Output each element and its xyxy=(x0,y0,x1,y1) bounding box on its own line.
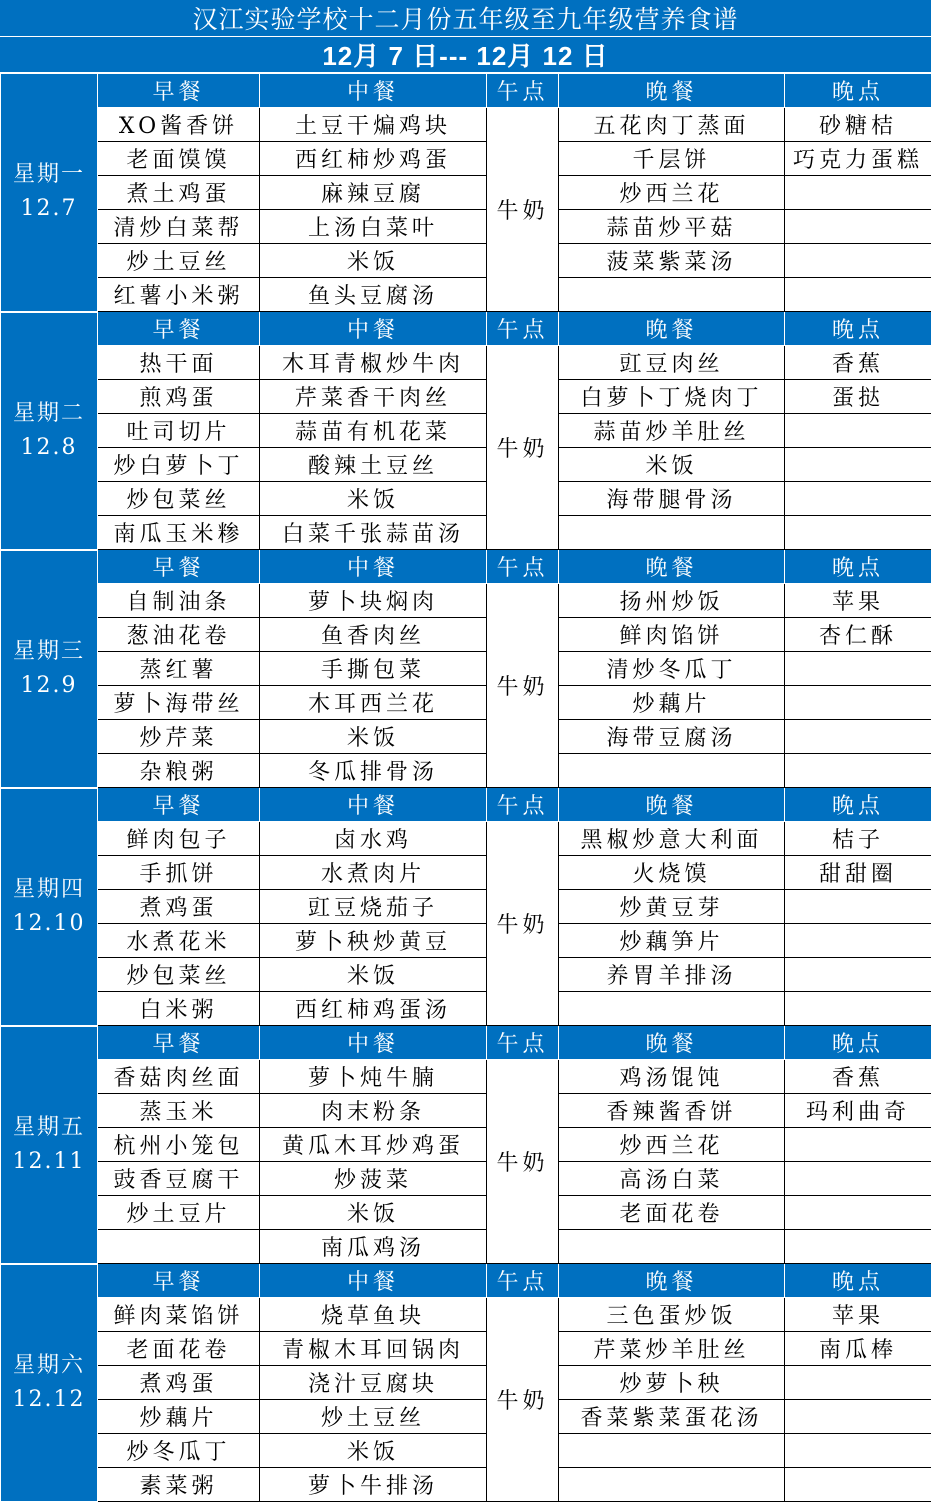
date-range: 12月 7 日--- 12月 12 日 xyxy=(0,37,931,73)
lunch-cell: 豇豆烧茄子 xyxy=(260,890,487,924)
menu-row xyxy=(1,244,931,278)
breakfast-cell: 老面馍馍 xyxy=(98,142,260,176)
breakfast-cell: 炒白萝卜丁 xyxy=(98,448,260,482)
lunch-cell: 浇汁豆腐块 xyxy=(260,1366,487,1400)
menu-row xyxy=(1,924,931,958)
column-header: 午点 xyxy=(487,788,559,822)
day-header-row xyxy=(1,788,931,822)
day-header-row xyxy=(1,1264,931,1298)
late-snack-cell xyxy=(785,278,931,312)
day-label xyxy=(1,1264,98,1502)
column-header: 晚点 xyxy=(785,1264,931,1298)
lunch-cell: 米饭 xyxy=(260,1434,487,1468)
breakfast-cell: 炒冬瓜丁 xyxy=(98,1434,260,1468)
late-snack-cell: 甜甜圈 xyxy=(785,856,931,890)
menu-row xyxy=(1,686,931,720)
late-snack-cell xyxy=(785,1128,931,1162)
dinner-cell: 千层饼 xyxy=(559,142,785,176)
lunch-cell: 萝卜炖牛腩 xyxy=(260,1060,487,1094)
page-title: 汉江实验学校十二月份五年级至九年级营养食谱 xyxy=(0,0,931,37)
dinner-cell: 豇豆肉丝 xyxy=(559,346,785,380)
late-snack-cell xyxy=(785,1366,931,1400)
late-snack-cell xyxy=(785,210,931,244)
column-header: 早餐 xyxy=(98,312,260,346)
dinner-cell: 养胃羊排汤 xyxy=(559,958,785,992)
late-snack-cell xyxy=(785,1468,931,1502)
column-header: 早餐 xyxy=(98,550,260,584)
column-header: 早餐 xyxy=(98,1026,260,1060)
breakfast-cell: 煮鸡蛋 xyxy=(98,1366,260,1400)
day-date: 12.8 xyxy=(1,431,97,465)
lunch-cell: 米饭 xyxy=(260,720,487,754)
column-header: 晚餐 xyxy=(559,74,785,108)
afternoon-snack-cell: 牛奶 xyxy=(487,1060,559,1264)
lunch-cell: 米饭 xyxy=(260,958,487,992)
dinner-cell: 清炒冬瓜丁 xyxy=(559,652,785,686)
dinner-cell: 炒西兰花 xyxy=(559,176,785,210)
late-snack-cell xyxy=(785,720,931,754)
dinner-cell: 芹菜炒羊肚丝 xyxy=(559,1332,785,1366)
menu-row xyxy=(1,108,931,142)
breakfast-cell: 萝卜海带丝 xyxy=(98,686,260,720)
day-label xyxy=(1,788,98,1026)
late-snack-cell: 桔子 xyxy=(785,822,931,856)
column-header: 午点 xyxy=(487,550,559,584)
dinner-cell: 鲜肉馅饼 xyxy=(559,618,785,652)
menu-row xyxy=(1,1128,931,1162)
breakfast-cell: 水煮花米 xyxy=(98,924,260,958)
column-header: 午点 xyxy=(487,74,559,108)
menu-row xyxy=(1,448,931,482)
breakfast-cell: 炒包菜丝 xyxy=(98,482,260,516)
late-snack-cell xyxy=(785,1230,931,1264)
dinner-cell xyxy=(559,992,785,1026)
column-header: 早餐 xyxy=(98,74,260,108)
day-label xyxy=(1,550,98,788)
menu-row xyxy=(1,754,931,788)
day-label xyxy=(1,312,98,550)
weekday: 星期四 xyxy=(1,873,97,907)
late-snack-cell: 香蕉 xyxy=(785,1060,931,1094)
dinner-cell: 海带豆腐汤 xyxy=(559,720,785,754)
late-snack-cell: 南瓜棒 xyxy=(785,1332,931,1366)
breakfast-cell: 杂粮粥 xyxy=(98,754,260,788)
lunch-cell: 米饭 xyxy=(260,1196,487,1230)
column-header: 午点 xyxy=(487,312,559,346)
breakfast-cell: 南瓜玉米糁 xyxy=(98,516,260,550)
late-snack-cell: 砂糖桔 xyxy=(785,108,931,142)
afternoon-snack-cell: 牛奶 xyxy=(487,822,559,1026)
menu-row xyxy=(1,482,931,516)
dinner-cell: 炒黄豆芽 xyxy=(559,890,785,924)
late-snack-cell xyxy=(785,686,931,720)
day-date: 12.7 xyxy=(1,192,97,226)
menu-row xyxy=(1,210,931,244)
afternoon-snack-cell: 牛奶 xyxy=(487,584,559,788)
column-header: 晚点 xyxy=(785,788,931,822)
menu-row xyxy=(1,992,931,1026)
lunch-cell: 肉末粉条 xyxy=(260,1094,487,1128)
weekday: 星期六 xyxy=(1,1349,97,1383)
lunch-cell: 卤水鸡 xyxy=(260,822,487,856)
dinner-cell xyxy=(559,516,785,550)
breakfast-cell: 蒸玉米 xyxy=(98,1094,260,1128)
day-header-row xyxy=(1,312,931,346)
column-header: 晚点 xyxy=(785,74,931,108)
lunch-cell: 黄瓜木耳炒鸡蛋 xyxy=(260,1128,487,1162)
late-snack-cell xyxy=(785,1162,931,1196)
column-header: 早餐 xyxy=(98,1264,260,1298)
breakfast-cell: 豉香豆腐干 xyxy=(98,1162,260,1196)
afternoon-snack-cell: 牛奶 xyxy=(487,108,559,312)
lunch-cell: 米饭 xyxy=(260,482,487,516)
breakfast-cell: 炒土豆丝 xyxy=(98,244,260,278)
column-header: 晚点 xyxy=(785,312,931,346)
column-header: 午点 xyxy=(487,1026,559,1060)
dinner-cell: 蒜苗炒平菇 xyxy=(559,210,785,244)
late-snack-cell xyxy=(785,924,931,958)
day-label xyxy=(1,1026,98,1264)
menu-table xyxy=(0,73,931,1503)
breakfast-cell xyxy=(98,1230,260,1264)
late-snack-cell: 香蕉 xyxy=(785,346,931,380)
breakfast-cell: 炒土豆片 xyxy=(98,1196,260,1230)
lunch-cell: 西红柿鸡蛋汤 xyxy=(260,992,487,1026)
menu-row xyxy=(1,1060,931,1094)
day-date: 12.9 xyxy=(1,669,97,703)
dinner-cell: 炒西兰花 xyxy=(559,1128,785,1162)
lunch-cell: 芹菜香干肉丝 xyxy=(260,380,487,414)
day-label xyxy=(1,74,98,312)
lunch-cell: 木耳西兰花 xyxy=(260,686,487,720)
weekday: 星期二 xyxy=(1,397,97,431)
lunch-cell: 木耳青椒炒牛肉 xyxy=(260,346,487,380)
weekday: 星期一 xyxy=(1,158,97,192)
menu-row xyxy=(1,414,931,448)
menu-row xyxy=(1,958,931,992)
late-snack-cell xyxy=(785,176,931,210)
dinner-cell xyxy=(559,754,785,788)
dinner-cell xyxy=(559,1230,785,1264)
breakfast-cell: 红薯小米粥 xyxy=(98,278,260,312)
column-header: 午点 xyxy=(487,1264,559,1298)
lunch-cell: 鱼头豆腐汤 xyxy=(260,278,487,312)
late-snack-cell xyxy=(785,958,931,992)
lunch-cell: 冬瓜排骨汤 xyxy=(260,754,487,788)
late-snack-cell xyxy=(785,414,931,448)
menu-row xyxy=(1,1366,931,1400)
day-header-row xyxy=(1,550,931,584)
afternoon-snack-cell: 牛奶 xyxy=(487,1298,559,1502)
column-header: 晚餐 xyxy=(559,312,785,346)
late-snack-cell xyxy=(785,516,931,550)
lunch-cell: 萝卜牛排汤 xyxy=(260,1468,487,1502)
late-snack-cell xyxy=(785,482,931,516)
breakfast-cell: XO酱香饼 xyxy=(98,108,260,142)
breakfast-cell: 煎鸡蛋 xyxy=(98,380,260,414)
lunch-cell: 麻辣豆腐 xyxy=(260,176,487,210)
late-snack-cell xyxy=(785,992,931,1026)
dinner-cell xyxy=(559,278,785,312)
column-header: 晚点 xyxy=(785,1026,931,1060)
breakfast-cell: 自制油条 xyxy=(98,584,260,618)
late-snack-cell xyxy=(785,1400,931,1434)
lunch-cell: 酸辣土豆丝 xyxy=(260,448,487,482)
weekday: 星期五 xyxy=(1,1111,97,1145)
dinner-cell: 老面花卷 xyxy=(559,1196,785,1230)
late-snack-cell: 蛋挞 xyxy=(785,380,931,414)
lunch-cell: 白菜千张蒜苗汤 xyxy=(260,516,487,550)
menu-row xyxy=(1,380,931,414)
column-header: 晚餐 xyxy=(559,550,785,584)
lunch-cell: 手撕包菜 xyxy=(260,652,487,686)
dinner-cell xyxy=(559,1434,785,1468)
breakfast-cell: 蒸红薯 xyxy=(98,652,260,686)
late-snack-cell: 苹果 xyxy=(785,1298,931,1332)
breakfast-cell: 葱油花卷 xyxy=(98,618,260,652)
late-snack-cell xyxy=(785,1196,931,1230)
day-date: 12.11 xyxy=(1,1145,97,1179)
column-header: 早餐 xyxy=(98,788,260,822)
menu-row xyxy=(1,1094,931,1128)
lunch-cell: 米饭 xyxy=(260,244,487,278)
dinner-cell: 高汤白菜 xyxy=(559,1162,785,1196)
breakfast-cell: 炒芹菜 xyxy=(98,720,260,754)
afternoon-snack-cell: 牛奶 xyxy=(487,346,559,550)
late-snack-cell xyxy=(785,244,931,278)
late-snack-cell: 杏仁酥 xyxy=(785,618,931,652)
dinner-cell: 五花肉丁蒸面 xyxy=(559,108,785,142)
breakfast-cell: 热干面 xyxy=(98,346,260,380)
menu-row xyxy=(1,652,931,686)
lunch-cell: 土豆干煸鸡块 xyxy=(260,108,487,142)
dinner-cell: 炒藕笋片 xyxy=(559,924,785,958)
lunch-cell: 青椒木耳回锅肉 xyxy=(260,1332,487,1366)
breakfast-cell: 鲜肉菜馅饼 xyxy=(98,1298,260,1332)
breakfast-cell: 煮鸡蛋 xyxy=(98,890,260,924)
lunch-cell: 炒菠菜 xyxy=(260,1162,487,1196)
breakfast-cell: 白米粥 xyxy=(98,992,260,1026)
late-snack-cell: 玛利曲奇 xyxy=(785,1094,931,1128)
dinner-cell: 米饭 xyxy=(559,448,785,482)
column-header: 中餐 xyxy=(260,1026,487,1060)
breakfast-cell: 煮土鸡蛋 xyxy=(98,176,260,210)
day-date: 12.10 xyxy=(1,907,97,941)
menu-row xyxy=(1,618,931,652)
column-header: 晚餐 xyxy=(559,788,785,822)
day-header-row xyxy=(1,1026,931,1060)
column-header: 中餐 xyxy=(260,788,487,822)
menu-row xyxy=(1,720,931,754)
dinner-cell: 扬州炒饭 xyxy=(559,584,785,618)
column-header: 晚餐 xyxy=(559,1026,785,1060)
dinner-cell xyxy=(559,1468,785,1502)
late-snack-cell xyxy=(785,448,931,482)
column-header: 中餐 xyxy=(260,1264,487,1298)
lunch-cell: 蒜苗有机花菜 xyxy=(260,414,487,448)
lunch-cell: 鱼香肉丝 xyxy=(260,618,487,652)
column-header: 晚点 xyxy=(785,550,931,584)
breakfast-cell: 手抓饼 xyxy=(98,856,260,890)
late-snack-cell xyxy=(785,1434,931,1468)
breakfast-cell: 鲜肉包子 xyxy=(98,822,260,856)
day-date: 12.12 xyxy=(1,1383,97,1417)
lunch-cell: 炒土豆丝 xyxy=(260,1400,487,1434)
menu-row xyxy=(1,278,931,312)
column-header: 中餐 xyxy=(260,550,487,584)
dinner-cell: 鸡汤馄饨 xyxy=(559,1060,785,1094)
dinner-cell: 火烧馍 xyxy=(559,856,785,890)
lunch-cell: 水煮肉片 xyxy=(260,856,487,890)
menu-row xyxy=(1,584,931,618)
dinner-cell: 香辣酱香饼 xyxy=(559,1094,785,1128)
breakfast-cell: 吐司切片 xyxy=(98,414,260,448)
dinner-cell: 香菜紫菜蛋花汤 xyxy=(559,1400,785,1434)
breakfast-cell: 炒包菜丝 xyxy=(98,958,260,992)
menu-row xyxy=(1,516,931,550)
dinner-cell: 蒜苗炒羊肚丝 xyxy=(559,414,785,448)
menu-row xyxy=(1,1332,931,1366)
menu-row xyxy=(1,856,931,890)
lunch-cell: 西红柿炒鸡蛋 xyxy=(260,142,487,176)
menu-row xyxy=(1,1230,931,1264)
breakfast-cell: 素菜粥 xyxy=(98,1468,260,1502)
column-header: 中餐 xyxy=(260,312,487,346)
late-snack-cell: 苹果 xyxy=(785,584,931,618)
menu-row xyxy=(1,346,931,380)
late-snack-cell xyxy=(785,890,931,924)
late-snack-cell: 巧克力蛋糕 xyxy=(785,142,931,176)
day-header-row xyxy=(1,74,931,108)
dinner-cell: 三色蛋炒饭 xyxy=(559,1298,785,1332)
dinner-cell: 炒萝卜秧 xyxy=(559,1366,785,1400)
lunch-cell: 烧草鱼块 xyxy=(260,1298,487,1332)
menu-row xyxy=(1,142,931,176)
menu-row xyxy=(1,1468,931,1502)
dinner-cell: 海带腿骨汤 xyxy=(559,482,785,516)
lunch-cell: 萝卜块焖肉 xyxy=(260,584,487,618)
column-header: 晚餐 xyxy=(559,1264,785,1298)
lunch-cell: 萝卜秧炒黄豆 xyxy=(260,924,487,958)
late-snack-cell xyxy=(785,652,931,686)
late-snack-cell xyxy=(785,754,931,788)
column-header: 中餐 xyxy=(260,74,487,108)
dinner-cell: 白萝卜丁烧肉丁 xyxy=(559,380,785,414)
menu-row xyxy=(1,1196,931,1230)
menu-row xyxy=(1,1400,931,1434)
breakfast-cell: 清炒白菜帮 xyxy=(98,210,260,244)
dinner-cell: 菠菜紫菜汤 xyxy=(559,244,785,278)
menu-row xyxy=(1,890,931,924)
dinner-cell: 黑椒炒意大利面 xyxy=(559,822,785,856)
weekday: 星期三 xyxy=(1,635,97,669)
breakfast-cell: 老面花卷 xyxy=(98,1332,260,1366)
breakfast-cell: 杭州小笼包 xyxy=(98,1128,260,1162)
menu-row xyxy=(1,176,931,210)
lunch-cell: 南瓜鸡汤 xyxy=(260,1230,487,1264)
breakfast-cell: 炒藕片 xyxy=(98,1400,260,1434)
menu-row xyxy=(1,1298,931,1332)
breakfast-cell: 香菇肉丝面 xyxy=(98,1060,260,1094)
menu-row xyxy=(1,1162,931,1196)
menu-row xyxy=(1,1434,931,1468)
dinner-cell: 炒藕片 xyxy=(559,686,785,720)
lunch-cell: 上汤白菜叶 xyxy=(260,210,487,244)
menu-row xyxy=(1,822,931,856)
